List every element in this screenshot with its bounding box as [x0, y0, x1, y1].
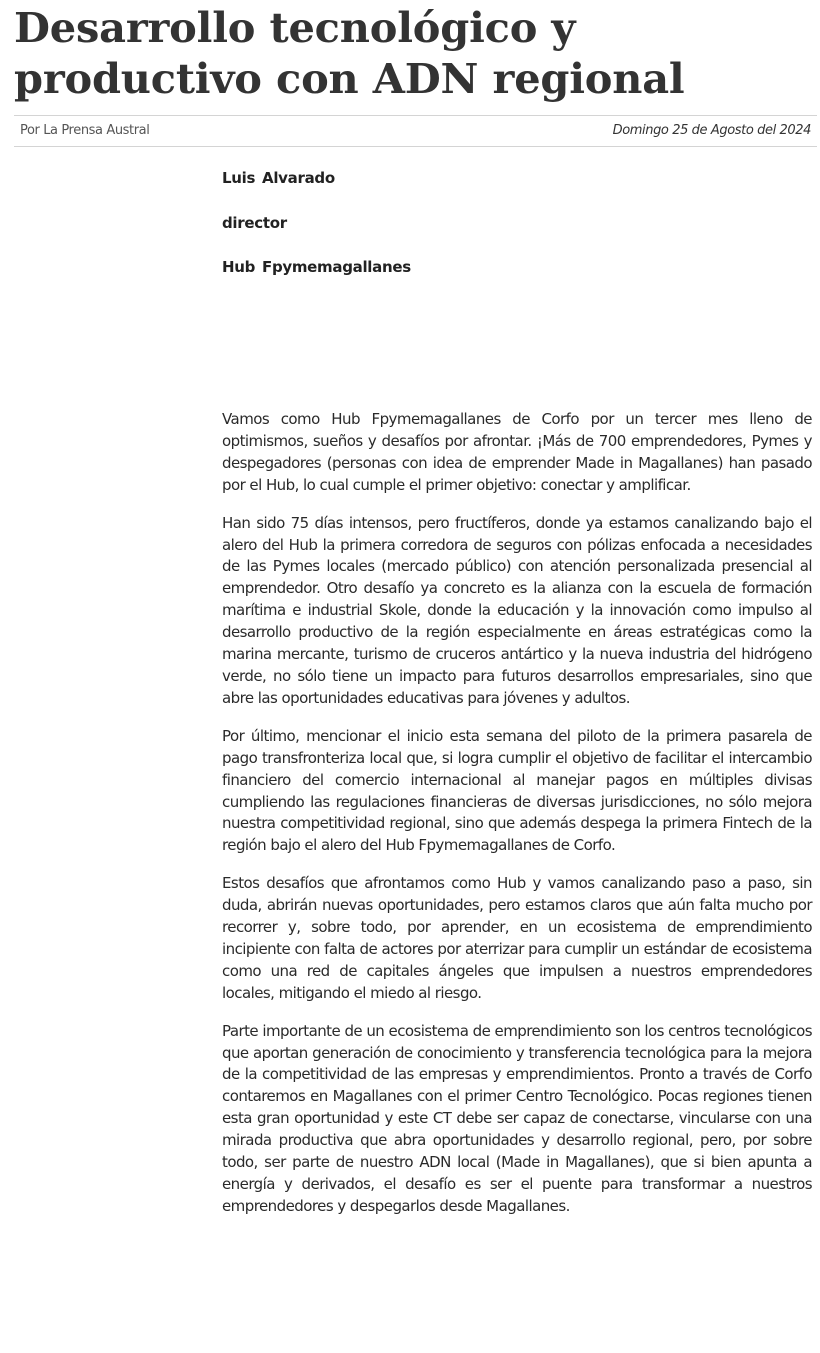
author-organization: Hub Fpymemagallanes — [222, 258, 411, 276]
body-paragraph-3: Por último, mencionar el inicio esta semana del piloto de la primera pasarela de pago transfronteriza local que, si logra cumplir el objetivo de facilitar el intercambio financiero del comercio internacional al manejar pagos en múltiples divisas cumpliendo las regulaciones financieras de diversas jurisdicciones, no sólo mejora nuestra competitividad regional, sino que además despega la primera Fintech de la región bajo el alero del Hub Fpymemagallanes de Corfo. — [222, 726, 812, 855]
article-body — [222, 409, 812, 1234]
body-paragraph-4: Estos desafíos que afrontamos como Hub y vamos canalizando paso a paso, sin duda, abrirán nuevas oportunidades, pero estamos claros que aún falta mucho por recorrer y, sobre todo, por aprender, en un ecosistema de emprendimiento incipiente con falta de actores por aterrizar para cumplir un estándar de ecosistema como una red de capitales ángeles que impulsen a nuestros emprendedores locales, mitigando el miedo al riesgo. — [222, 874, 812, 1002]
body-paragraph-5: Parte importante de un ecosistema de emprendimiento son los centros tecnológicos que aportan generación de conocimiento y transferencia tecnológica para la mejora de la competitividad de las empresas y emprendimientos. Pronto a través de Corfo contaremos en Magallanes con el primer Centro Tecnológico. Pocas regiones tienen esta gran oportunidad y este CT debe ser capaz de conectarse, vincularse con una mirada productiva que abra oportunidades y desarrollo regional, pero, por sobre todo, ser parte de nuestro ADN local (Made in Magallanes), que si bien apunta a energía y derivados, el desafío es ser el puente para transformar a nuestros emprendedores y despegarlos desde Magallanes. — [222, 1021, 812, 1215]
article-title: Desarrollo tecnológico y productivo con ADN regional — [14, 3, 685, 103]
body-paragraph-2: Han sido 75 días intensos, pero fructíferos, donde ya estamos canalizando bajo el alero del Hub la primera corredora de seguros con pólizas enfocada a necesidades de las Pymes locales (mercado público) con atención personalizada presencial al emprendedor. Otro desafío ya concreto es la alianza con la escuela de formación marítima e industrial Skole, donde la educación y la innovación como impulso al desarrollo productivo de la región especialmente en áreas estratégicas como la marina mercante, turismo de cruceros antártico y la nueva industria del hidrógeno verde, no sólo tiene un impacto para futuros desarrollos empresariales, sino que abre las oportunidades educativas para jóvenes y adultos. — [222, 513, 812, 707]
author-name: Luis Alvarado — [222, 169, 335, 187]
body-paragraph-1: Vamos como Hub Fpymemagallanes de Corfo por un tercer mes lleno de optimismos, sueños y desafíos por afrontar. ¡Más de 700 emprendedores, Pymes y despegadores (personas con idea de emprender Made in Magallanes) han pasado por el Hub, lo cual cumple el primer objetivo: conectar y amplificar. — [222, 410, 812, 494]
article-date: Domingo 25 de Agosto del 2024 — [612, 123, 811, 138]
article-meta-bar — [14, 115, 817, 147]
article-byline: Por La Prensa Austral — [20, 123, 150, 138]
author-role: director — [222, 214, 287, 232]
